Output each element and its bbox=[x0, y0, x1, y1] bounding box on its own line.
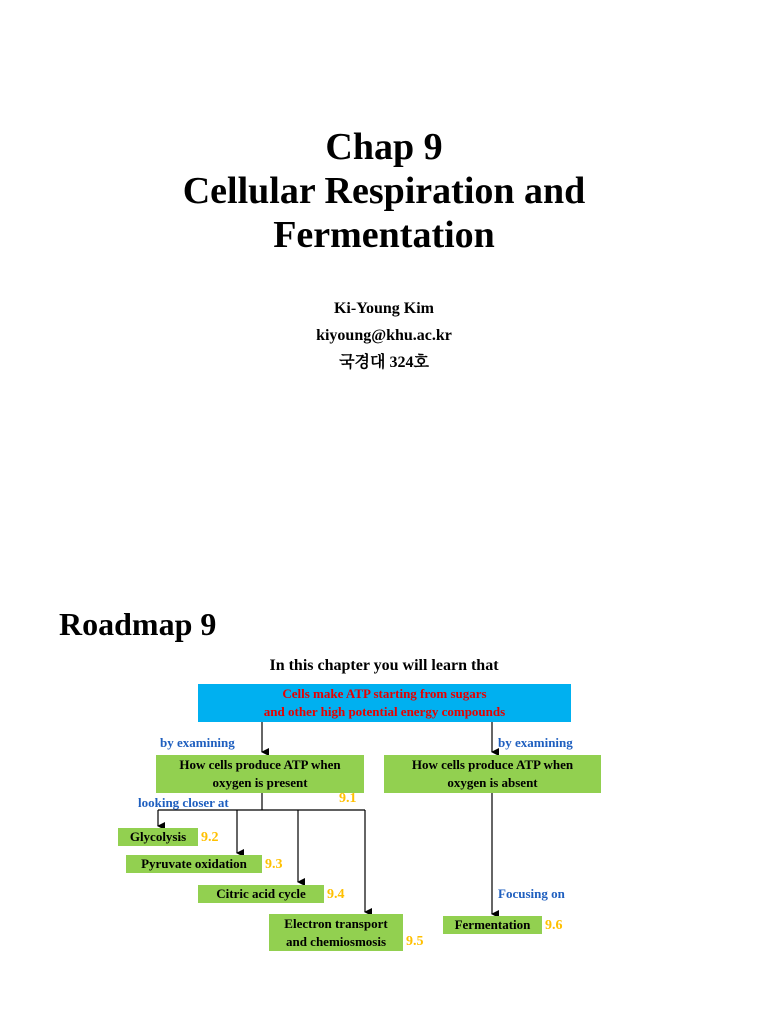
oxygen-absent-line1: How cells produce ATP when bbox=[411, 757, 574, 772]
roadmap-intro: In this chapter you will learn that bbox=[269, 657, 499, 674]
section-number-9-1: 9.1 bbox=[339, 791, 357, 806]
pyruvate-oxidation-box: Pyruvate oxidation bbox=[126, 855, 262, 873]
section-number-9-5: 9.5 bbox=[406, 934, 424, 949]
section-number-9-4: 9.4 bbox=[327, 887, 345, 902]
oxygen-absent-line2: oxygen is absent bbox=[447, 775, 538, 790]
oxygen-present-line1: How cells produce ATP when bbox=[179, 757, 341, 772]
chapter-title-line2: Cellular Respiration and bbox=[182, 170, 586, 212]
electron-transport-line2: and chemiosmosis bbox=[285, 934, 387, 949]
focusing-on-label: Focusing on bbox=[498, 886, 565, 901]
author-email: kiyoung@khu.ac.kr bbox=[316, 327, 452, 344]
fermentation-box: Fermentation bbox=[443, 916, 542, 934]
author-office-building: 국경대 bbox=[339, 352, 386, 371]
oxygen-absent-box bbox=[384, 755, 601, 793]
section-number-9-2: 9.2 bbox=[201, 830, 219, 845]
electron-transport-line1: Electron transport bbox=[284, 916, 388, 931]
section-number-9-3: 9.3 bbox=[265, 857, 283, 872]
oxygen-present-box bbox=[156, 755, 364, 793]
left-by-examining-label: by examining bbox=[160, 735, 235, 750]
top-box-line2: and other high potential energy compounds bbox=[263, 704, 506, 719]
looking-closer-label: looking closer at bbox=[138, 795, 229, 810]
right-by-examining-label: by examining bbox=[498, 735, 573, 750]
top-box bbox=[198, 684, 571, 722]
author-office-suffix: 호 bbox=[413, 352, 429, 371]
roadmap-title: Roadmap 9 bbox=[59, 606, 217, 642]
electron-transport-box bbox=[269, 914, 403, 951]
author-office-room: 324 bbox=[389, 354, 414, 371]
author-name: Ki-Young Kim bbox=[333, 300, 434, 317]
section-number-9-6: 9.6 bbox=[545, 918, 563, 933]
glycolysis-box: Glycolysis bbox=[118, 828, 198, 846]
citric-acid-cycle-box: Citric acid cycle bbox=[198, 885, 324, 903]
top-box-line1: Cells make ATP starting from sugars bbox=[282, 686, 487, 701]
oxygen-present-line2: oxygen is present bbox=[212, 775, 308, 790]
chapter-title-line1: Chap 9 bbox=[325, 126, 443, 168]
chapter-title-line3: Fermentation bbox=[273, 214, 495, 256]
